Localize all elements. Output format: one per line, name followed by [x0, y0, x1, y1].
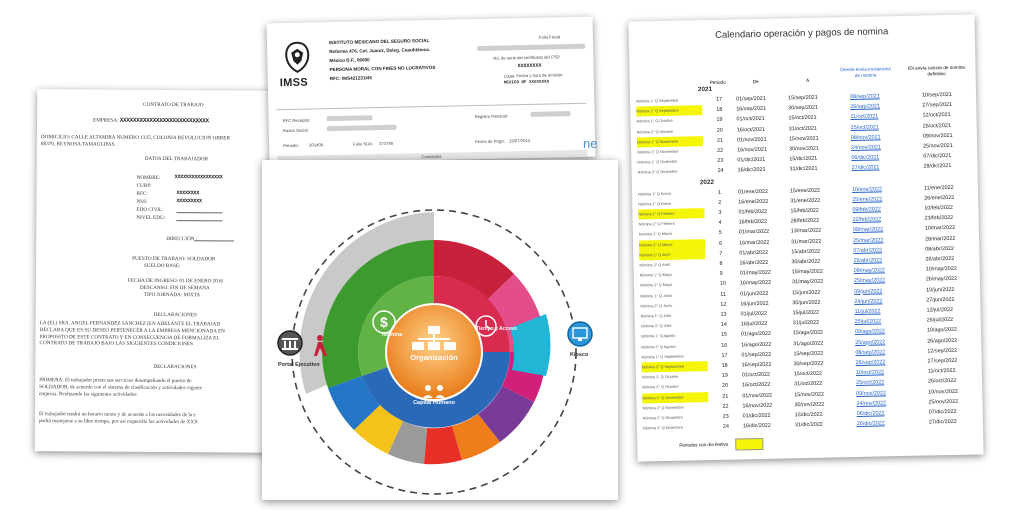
calendar-cell-de: 01/jun/2022 [740, 290, 769, 297]
calendar-cell-a: 30/nov/2021 [789, 145, 819, 153]
imss-header-4: PERSONA MORAL CON FINES NO LUCRATIVOS [329, 64, 436, 73]
fecha-pago-label: Fecha de Pago: [475, 138, 505, 145]
declaraciones-title: DECLARACIONES [153, 311, 197, 319]
razon-social-redacted [327, 125, 397, 131]
folio-fiscal-redacted [477, 44, 585, 51]
calendar-cell-env: 09/nov/2022 [856, 389, 887, 397]
calendar-cell-name: Nómina 2° Q Septiembre [642, 361, 708, 372]
calendar-cell-p: 12 [720, 301, 727, 308]
calendar-cell-calc: 26/ene/2022 [924, 194, 955, 202]
calendar-cell-de: 16/nov/2021 [737, 146, 767, 154]
calendar-cell-p: 17 [721, 352, 728, 359]
calendar-cell-calc: 10/ago/2022 [926, 327, 958, 334]
calendar-cell-calc: 10/feb/2022 [924, 204, 953, 212]
calendar-cell-calc: 11/ene/2022 [923, 184, 954, 192]
calendar-cell-calc: 26/oct/2022 [927, 378, 957, 385]
background-partial-text: ne [583, 136, 598, 151]
calendar-cell-de: 01/may/2022 [739, 269, 771, 277]
calendar-cell-env: 06/dic/2022 [856, 410, 885, 417]
registro-patronal-label: Registro Patronal: [474, 113, 509, 120]
calendar-cell-p: 18 [716, 106, 723, 114]
calendar-cell-p: 1 [717, 189, 722, 196]
calendar-cell-p: 6 [719, 240, 723, 247]
primera-line-3: empresa. Realizando las siguientes actividades: [39, 390, 138, 398]
calendar-cell-env: 06/dic/2021 [851, 154, 880, 162]
calendar-cell-calc: 25/nov/2022 [928, 398, 959, 406]
header-idi-envia: IDI envía calculo de nomina definitivo [908, 64, 965, 76]
calendar-cell-a: 15/sep/2022 [793, 350, 824, 358]
tipo-jornada-line: TIPO JORNADA: MIXTA [143, 291, 201, 299]
calendar-cell-calc: 27/sep/2022 [927, 357, 958, 365]
calendar-cell-calc: 23/feb/2022 [924, 215, 954, 222]
lugar-value: MEXICO DF XXXXXXXX [503, 80, 550, 86]
calendar-cell-name: Nómina 1° Q Diciembre [637, 159, 678, 165]
calendar-cell-p: 13 [720, 311, 727, 318]
imss-divider [276, 103, 586, 110]
calendar-cell-p: 20 [716, 127, 723, 134]
header-periodo: Periodo [709, 79, 726, 85]
calendar-cell-p: 18 [721, 362, 728, 369]
calendar-cell-a: 31/jul/2022 [792, 319, 820, 327]
razon-social-label: Razón Social: [282, 127, 309, 134]
calendar-cell-calc: 28/dic/2021 [923, 163, 952, 170]
calendar-cell-de: 01/ago/2022 [740, 331, 772, 338]
calendar-cell-p: 19 [721, 372, 728, 379]
calendar-cell-de: 01/nov/2021 [736, 136, 767, 144]
calendar-cell-p: 23 [722, 413, 729, 420]
calendar-cell-de: 01/ene/2022 [737, 188, 769, 196]
calendar-cell-env: 25/abr/2022 [853, 257, 883, 265]
calendar-cell-p: 10 [719, 281, 727, 288]
portal-ejecutivo-label: Portal Ejecutivo [278, 362, 320, 368]
payroll-calendar-sheet [628, 14, 983, 461]
calendar-cell-env: 07/abr/2022 [853, 247, 883, 254]
calendar-cell-a: 15/jun/2022 [792, 289, 821, 296]
declaraciones-paragraph [39, 320, 224, 348]
calendar-cell-de: 16/oct/2021 [736, 126, 765, 134]
calendar-cell-p: 24 [722, 423, 730, 430]
calendar-cell-a: 31/ene/2022 [790, 197, 821, 205]
calendar-cell-a: 15/oct/2022 [793, 370, 823, 378]
calendar-cell-de: 16/jul/2022 [740, 321, 768, 328]
folio-sua-value: 373790 [379, 140, 394, 147]
calendar-cell-p: 4 [718, 219, 722, 227]
calendar-cell-calc: 28/mar/2022 [924, 235, 956, 243]
field-rfc-label: RFC: [136, 190, 148, 197]
calendar-cell-calc: 12/oct/2021 [922, 112, 951, 119]
year-heading: 2022 [699, 178, 715, 186]
calendar-cell-a: 28/feb/2022 [790, 217, 820, 225]
calendar-cell-calc: 09/nov/2021 [922, 132, 953, 140]
declaraciones-title-2: DECLARACIONES [153, 363, 197, 371]
building-icon [282, 338, 298, 350]
calendar-cell-de: 01/oct/2022 [741, 371, 771, 379]
kiosco-label: Kiosco [570, 352, 589, 358]
calendar-cell-de: 16/ago/2022 [741, 341, 772, 348]
calendar-cell-name: Nómina 1° Q Abril [639, 249, 705, 260]
calendar-cell-name: Nómina 2° Q Noviembre [642, 405, 684, 411]
periodo-value: 201408 [309, 142, 324, 148]
primera-paragraph [39, 377, 202, 399]
calendar-cell-a: 15/may/2022 [791, 268, 823, 276]
calendar-cell-p: 16 [721, 342, 728, 349]
calendar-cell-calc: 10/nov/2022 [928, 388, 958, 396]
calendar-cell-p: 14 [720, 321, 727, 328]
calendar-cell-calc: 10/may/2022 [925, 266, 957, 273]
calendar-cell-env: 10/oct/2022 [855, 369, 885, 377]
header-cliente-envia: Cliente envía incidencias de nomina [840, 66, 891, 78]
calendar-cell-p: 22 [717, 147, 724, 154]
empresa-line [93, 118, 209, 125]
segment-label-capital: Capital Humano [413, 400, 455, 406]
calendar-cell-name: Nómina 1° Q Febrero [638, 208, 704, 219]
calendar-cell-name: Nómina 2° Q Diciembre [637, 170, 678, 175]
decl-line-3: PROPOSITO DE ESTE CONTRATO Y EN CONSECUENCIA DE FORMALIZA EL [39, 333, 220, 341]
calendar-cell-name: Nómina 1° Q Julio [640, 313, 672, 319]
calendar-cell-p: 2 [718, 199, 722, 206]
field-nss-label: NSS: [136, 198, 148, 205]
calendar-cell-name: Nómina 1° Q Noviembre [642, 392, 708, 403]
calendar-cell-env: 25/ago/2022 [855, 338, 886, 346]
lugar-label: Lugar, Fecha y hora de emisión [503, 72, 563, 79]
direccion-label: DIRECCIÓN : [166, 236, 198, 243]
calendar-cell-name: Nómina 1° Q Enero [638, 191, 672, 197]
calendar-cell-calc: 26/jul/2022 [926, 317, 954, 324]
calendar-cell-de: 16/sep/2022 [741, 361, 772, 369]
contract-title: CONTRATO DE TRABAJO [143, 101, 204, 109]
segment-label-nomina: Nómina [382, 332, 403, 338]
calendar-cell-p: 5 [718, 230, 722, 237]
calendar-cell-name: Nómina 2° Q Octubre [636, 129, 674, 135]
decl-line-1: LA (EL) SRA. ANGEL FERNANDEZ SANCHEZ (EN ADELANTE EL TRABAJAD [39, 320, 221, 328]
serie-cert-value: XXXXXXXX [517, 62, 542, 70]
calendar-cell-calc: 25/nov/2021 [923, 142, 953, 150]
imss-header-2: Reforma 476, Col. Juarez, Deleg. Cuauhtémoc. [329, 47, 431, 55]
calendar-cell-p: 11 [720, 291, 726, 298]
calendar-cell-calc: 07/dic/2021 [923, 153, 952, 160]
serie-cert-label: No. de serie del certificado del CSD [493, 54, 560, 61]
calendar-cell-de: 01/oct/2021 [736, 116, 765, 123]
calendar-cell-name: Nómina 2° Q Marzo [639, 239, 705, 250]
calendar-cell-de: 01/sep/2022 [741, 351, 772, 359]
header-de: De [752, 78, 759, 85]
calendar-cell-env: 09/feb/2022 [852, 206, 881, 214]
field-nombre-value: XXXXXXXXXXXXXXXXX [174, 174, 223, 181]
calendar-cell-env: 25/may/2022 [853, 277, 886, 285]
calendar-cell-de: 16/jun/2022 [740, 300, 769, 308]
calendar-cell-calc: 11/oct/2022 [927, 368, 956, 375]
calendar-cell-a: 31/oct/2021 [788, 125, 817, 132]
calendar-cell-p: 21 [716, 137, 724, 144]
field-nivel-edu-label: NIVEL EDU: [136, 214, 166, 222]
domicilio-line-1: DOMICILIO: CALLE ALTAMIRA NUMERO 1335, COLONIA REVOLUCION OBRER [40, 134, 230, 142]
calendar-cell-a: 30/sep/2021 [788, 104, 819, 112]
calendar-cell-name: Nómina 1° Q Septiembre [636, 98, 679, 104]
calendar-cell-env: 08/sep/2021 [849, 93, 880, 101]
calendar-cell-calc: 27/jun/2022 [926, 296, 955, 304]
calendar-cell-env: 09/jun/2022 [854, 288, 883, 295]
fecha-pago-value: 15/07/2014 [509, 137, 531, 144]
edo-civil-underline [176, 212, 222, 213]
calendar-cell-de: 16/oct/2022 [742, 382, 771, 389]
calendar-cell-env: 24/jun/2022 [854, 298, 883, 305]
center-label: Organización [410, 353, 458, 362]
calendar-cell-p: 23 [717, 157, 724, 165]
calendar-cell-name: Nómina 2° Q Octubre [642, 385, 679, 390]
calendar-cell-p: 3 [718, 209, 722, 216]
calendar-cell-a: 31/oct/2022 [794, 381, 823, 388]
calendar-cell-p: 9 [719, 270, 723, 278]
legend-label: Periodos con día festivo [679, 441, 729, 448]
calendar-cell-env: 25/oct/2021 [850, 124, 879, 131]
calendar-cell-calc: 07/dic/2022 [928, 408, 957, 416]
calendar-cell-a: 30/jun/2022 [792, 299, 821, 307]
calendar-cell-de: 16/nov/2022 [742, 402, 773, 410]
legend-holiday-swatch [735, 438, 763, 451]
calendar-cell-a: 15/ago/2022 [792, 330, 824, 337]
calendar-cell-a: 15/abr/2022 [791, 248, 821, 256]
domicilio-line-2: 88370, REYNOSA TAMAULIPAS. [40, 141, 116, 148]
calendar-cell-p: 19 [716, 117, 723, 124]
calendar-cell-env: 09/may/2022 [853, 267, 885, 275]
calendar-cell-name: Nómina 2° Q Septiembre [636, 105, 702, 116]
segment-label-tiempo: Tiempo y Acceso [476, 326, 517, 332]
field-edo-civil-label: EDO CIVIL: [136, 206, 164, 213]
calendar-cell-de: 16/feb/2022 [738, 218, 768, 226]
calendar-cell-a: 15/sep/2021 [788, 94, 818, 102]
decl-line-2: DECLARA QUE ES SU DESEO PERTENECER A LA EMPRESA MENCIONADA EN [39, 326, 225, 335]
calendar-cell-de: 16/dic/2021 [737, 167, 766, 174]
calendar-cell-de: 16/abr/2022 [739, 259, 769, 267]
contract-document [35, 89, 294, 453]
calendar-cell-env: 11/oct/2021 [850, 113, 879, 121]
imss-eagle-logo-icon [283, 41, 312, 76]
imss-header-3: México D.F., 06600 [329, 57, 370, 64]
primera-line-2: SOLDADOR, de acuerdo con el sistema de clasificación y actividades vigente [39, 383, 203, 392]
calendar-cell-name: Nómina 1° Q Mayo [639, 273, 672, 278]
calendar-cell-a: 15/nov/2021 [788, 135, 819, 143]
calendar-cell-a: 31/may/2022 [791, 279, 824, 286]
calendar-cell-a: 31/dic/2022 [794, 421, 823, 429]
calendar-cell-calc: 10/sep/2021 [921, 91, 952, 99]
calendar-title: Calendario operación y pagos de nomina [714, 26, 889, 41]
calendar-cell-name: Nómina 2° Q Mayo [639, 283, 673, 288]
calendar-cell-de: 01/jul/2022 [740, 310, 768, 318]
calendar-cell-p: 22 [722, 403, 729, 410]
calendar-cell-env: 22/feb/2022 [852, 216, 882, 224]
calendar-cell-name: Nómina 2° Q Diciembre [642, 425, 683, 431]
calendar-cell-de: 01/dic/2022 [742, 412, 771, 420]
calendar-cell-calc: 27/sep/2021 [922, 102, 952, 109]
calendar-cell-de: 16/sep/2021 [736, 105, 767, 113]
calendar-cell-name: Nómina 1° Q Junio [640, 293, 673, 299]
calendar-cell-calc: 26/abr/2022 [925, 255, 955, 263]
calendar-cell-a: 15/dic/2021 [789, 155, 818, 163]
field-nombre-label: NOMBRE: [136, 174, 161, 181]
imss-header-5: RFC: IMS421231I45 [329, 75, 372, 82]
calendar-cell-p: 21 [722, 393, 729, 400]
year-heading: 2021 [697, 85, 713, 94]
header-a: A [806, 77, 810, 83]
calendar-cell-name: Nómina 2° Q Enero [638, 201, 672, 207]
horario-line-1: El trabajador tendrá un horario mixto y de acuerdo a las necesidades de la e [38, 411, 196, 419]
calendar-cell-env: 24/nov/2021 [851, 144, 881, 152]
calendar-cell-env: 25/jul/2022 [854, 318, 882, 326]
calendar-cell-de: 01/abr/2022 [739, 249, 769, 257]
primera-line-1: PRIMERA: El trabajador presta sus servicios desempeñando el puesto de [39, 377, 192, 385]
calendar-cell-calc: 27/dic/2022 [928, 419, 957, 426]
nivel-edu-underline [176, 220, 222, 221]
organization-wheel-diagram [262, 160, 618, 500]
calendar-cell-a: 15/nov/2022 [794, 391, 825, 398]
calendar-cell-env: 26/dic/2022 [856, 420, 885, 428]
calendar-cell-name: Nómina 2° Q Abril [639, 262, 670, 268]
calendar-cell-env: 25/oct/2022 [855, 379, 885, 387]
calendar-cell-env: 25/ene/2022 [852, 196, 883, 203]
calendar-cell-a: 15/dic/2022 [794, 411, 823, 419]
calendar-cell-a: 15/jul/2022 [792, 309, 820, 317]
folio-fiscal-label: Folio Fiscal [538, 34, 561, 40]
calendar-cell-de: 16/mar/2022 [739, 239, 770, 246]
calendar-cell-p: 7 [719, 250, 723, 257]
calendar-cell-p: 8 [719, 260, 723, 267]
imss-logo-text: IMSS [279, 76, 309, 90]
decl-line-4: CONTRATO DE TRABAJO BAJO LAS SIGUIENTES CONDICIONES [39, 340, 193, 348]
kiosco-badge [568, 322, 592, 346]
svg-text:$: $ [380, 314, 388, 330]
calendar-cell-calc: 26/ago/2022 [927, 337, 958, 345]
horario-paragraph [39, 411, 198, 426]
field-rfc-value: XXXXXXXX [176, 190, 200, 197]
calendar-cell-de: 01/sep/2021 [736, 95, 766, 103]
empresa-value: XXXXXXXXXXXXXXXXXXXXXXXXXXX [119, 116, 209, 125]
periodo-label: Periodo: [283, 142, 299, 149]
calendar-cell-name: Nómina 1° Q Septiembre [641, 354, 684, 360]
calendar-cell-p: 15 [720, 332, 728, 339]
imss-receipt [267, 17, 596, 164]
descanso-line: DESCANSO: FIN DE SEMANA [139, 284, 210, 292]
field-nss-value: XXXXXXXXX [176, 198, 202, 205]
calendar-cell-name: Nómina 2° Q Noviembre [637, 149, 679, 155]
datos-trabajador-title: DATOS DEL TRABAJADOR [144, 155, 209, 163]
calendar-cell-a: 15/ene/2022 [789, 187, 821, 194]
calendar-cell-calc: 08/abr/2022 [925, 245, 955, 253]
imss-header-1: INSTITUTO MEXICANO DEL SEGURO SOCIAL [328, 38, 430, 46]
calendar-cell-calc: 26/may/2022 [925, 276, 958, 283]
calendar-cell-a: 31/ago/2022 [793, 340, 824, 347]
calendar-cell-de: 01/feb/2022 [738, 208, 767, 216]
rfc-receptor-label: RFC Receptor: [282, 117, 311, 124]
field-curp-label: CURP: [136, 182, 152, 189]
calendar-cell-env: 11/jul/2022 [854, 308, 881, 315]
fecha-ingreso-line: FECHA DE INGRESO: 01 DE ENERO 2016 [127, 277, 224, 285]
calendar-cell-env: 24/nov/2022 [856, 400, 887, 407]
calendar-cell-p: 20 [722, 383, 729, 390]
calendar-cell-name: Nómina 1° Q Octubre [636, 119, 673, 124]
calendar-cell-name: Nómina 2° Q Febrero [638, 221, 675, 227]
calendar-cell-env: 27/dic/2021 [851, 164, 880, 172]
calendar-cell-env: 26/sep/2021 [850, 103, 881, 111]
calendar-cell-env: 26/sep/2022 [855, 359, 886, 366]
empresa-label: EMPRESA: [93, 117, 119, 124]
calendar-cell-de: 16/dic/2022 [742, 422, 771, 430]
calendar-cell-calc: 10/jun/2022 [926, 286, 955, 294]
calendar-cell-de: 16/ene/2022 [738, 198, 769, 206]
calendar-cell-name: Nómina 1° Q Noviembre [637, 136, 703, 147]
calendar-cell-calc: 26/oct/2021 [922, 122, 951, 130]
horario-line-2: podrá manejarse a su libre tiempo, por así requerirlo las actividades de XXX [38, 417, 198, 426]
calendar-cell-name: Nómina 2° Q Junio [640, 303, 673, 309]
calendar-cell-a: 30/abr/2022 [791, 258, 821, 266]
calendar-cell-a: 31/dic/2021 [789, 166, 818, 173]
calendar-cell-name: Nómina 2° Q Julio [640, 324, 672, 329]
calendar-cell-a: 15/feb/2022 [790, 207, 819, 215]
calendar-cell-a: 30/sep/2022 [793, 360, 824, 368]
calendar-cell-de: 01/nov/2022 [742, 392, 773, 399]
calendar-cell-name: Nómina 1° Q Marzo [638, 232, 673, 237]
calendar-cell-calc: 12/sep/2022 [927, 347, 958, 355]
calendar-cell-name: Nómina 1° Q Agosto [640, 334, 676, 339]
calendar-cell-env: 08/sep/2022 [855, 349, 886, 356]
registro-patronal-redacted [530, 111, 570, 117]
rfc-receptor-redacted [327, 115, 373, 121]
calendar-cell-env: 10/ene/2022 [851, 185, 883, 193]
calendar-cell-de: 01/dic/2021 [737, 157, 766, 164]
organization-wheel-card [262, 160, 618, 500]
calendar-cell-p: 17 [716, 96, 723, 103]
calendar-cell-a: 15/oct/2021 [788, 115, 817, 122]
calendar-cell-name: Nómina 1° Q Octubre [641, 374, 679, 380]
calendar-cell-env: 09/mar/2022 [852, 226, 884, 234]
calendar-cell-de: 16/may/2022 [739, 280, 772, 287]
calendar-cell-env: 08/nov/2021 [850, 134, 881, 141]
center-hub [386, 304, 482, 400]
calendar-cell-p: 24 [717, 168, 724, 175]
calendar-cell-de: 01/mar/2022 [738, 229, 770, 236]
calendar-cell-calc: 10/mar/2022 [924, 225, 956, 232]
folio-sua-label: Folio SUA: [353, 141, 374, 147]
calendar-cell-calc: 12/jul/2022 [926, 306, 953, 314]
calendar-cell-name: Nómina 2° Q Agosto [641, 344, 676, 350]
puesto-line: PUESTO DE TRABAJO: SOLDADOR [132, 255, 216, 263]
calendar-cell-env: 25/mar/2022 [853, 236, 884, 244]
sueldo-line: SUELDO BASE: [144, 262, 181, 270]
calendar-cell-a: 13/mar/2022 [790, 228, 822, 235]
conceptos-label: Conceptos [421, 153, 442, 160]
calendar-cell-name: Nómina 1° Q Diciembre [642, 415, 683, 421]
calendar-cell-a: 30/nov/2022 [794, 401, 825, 409]
calendar-cell-a: 31/mar/2022 [791, 238, 822, 245]
direccion-underline [194, 240, 234, 241]
calendar-cell-env: 09/ago/2022 [854, 328, 886, 336]
